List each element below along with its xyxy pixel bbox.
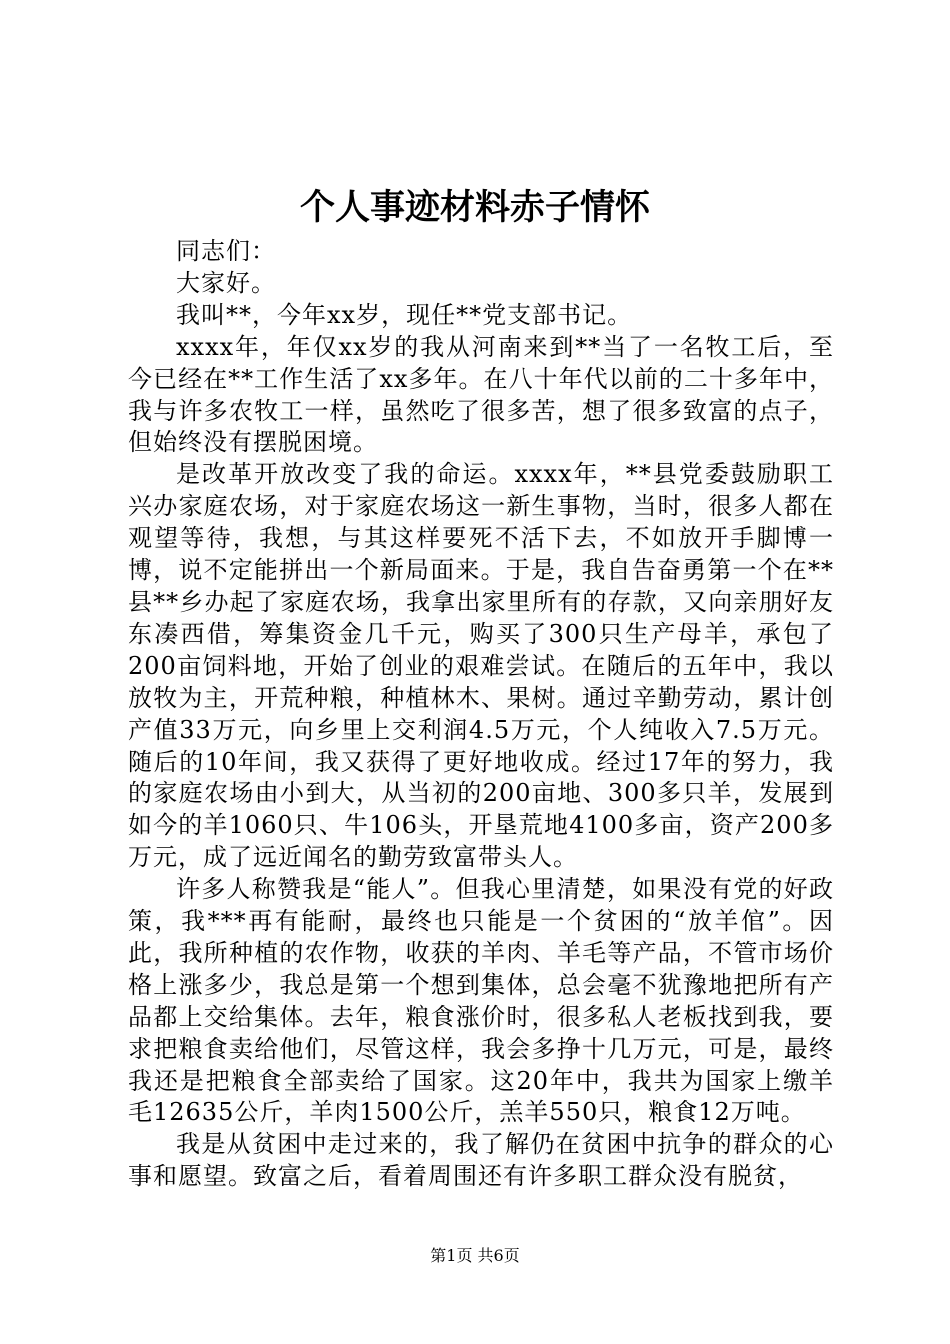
document-body xyxy=(128,236,834,1193)
page-number: 第1页 共6页 xyxy=(430,1246,520,1265)
paragraph-reform: 是改革开放改变了我的命运。xxxx年，**县党委鼓励职工兴办家庭农场，对于家庭农场这一新生事物，当时，很多人都在观望等待，我想，与其这样要死不活下去，不如放开手脚博一博，说不定能拼出一个新局面来。于是，我自告奋勇第一个在**县**乡办起了家庭农场，我拿出家里所有的存款，又向亲朋好友东凑西借，筹集资金几千元，购买了300只生产母羊，承包了200亩饲料地，开始了创业的艰难尝试。在随后的五年中，我以放牧为主，开荒种粮，种植林木、果树。通过辛勤劳动，累计创产值33万元，向乡里上交利润4.5万元，个人纯收入7.5万元。随后的10年间，我又获得了更好地收成。经过17年的努力，我的家庭农场由小到大，从当初的200亩地、300多只羊，发展到如今的羊1060只、牛106头，开垦荒地4100多亩，资产200多万元，成了远近闻名的勤劳致富带头人。 xyxy=(128,460,834,872)
paragraph-background: xxxx年，年仅xx岁的我从河南来到**当了一名牧工后，至今已经在**工作生活了xx多年。在八十年代以前的二十多年中，我与许多农牧工一样，虽然吃了很多苦，想了很多致富的点子，但始终没有摆脱困境。 xyxy=(128,332,834,457)
paragraph-greeting: 大家好。 xyxy=(176,268,276,297)
paragraph-salutation: 同志们： xyxy=(176,237,276,265)
paragraph-self-intro: 我叫**，今年xx岁，现任**党支部书记。 xyxy=(176,300,633,329)
paragraph-contribution: 许多人称赞我是“能人”。但我心里清楚，如果没有党的好政策，我***再有能耐，最终也只能是一个贫困的“放羊倌”。因此，我所种植的农作物，收获的羊肉、羊毛等产品，不管市场价格上涨多少，我总是第一个想到集体，总会毫不犹豫地把所有产品都上交给集体。去年，粮食涨价时，很多私人老板找到我，要求把粮食卖给他们，尽管这样，我会多挣十几万元，可是，最终我还是把粮食全部卖给了国家。这20年中，我共为国家上缴羊毛12635公斤，羊肉1500公斤，羔羊550只，粮食12万吨。 xyxy=(128,875,834,1127)
paragraph-poverty: 我是从贫困中走过来的，我了解仍在贫困中抗争的群众的心事和愿望。致富之后，看着周围还有许多职工群众没有脱贫， xyxy=(128,1130,834,1191)
document-title: 个人事迹材料赤子情怀 xyxy=(299,187,650,228)
